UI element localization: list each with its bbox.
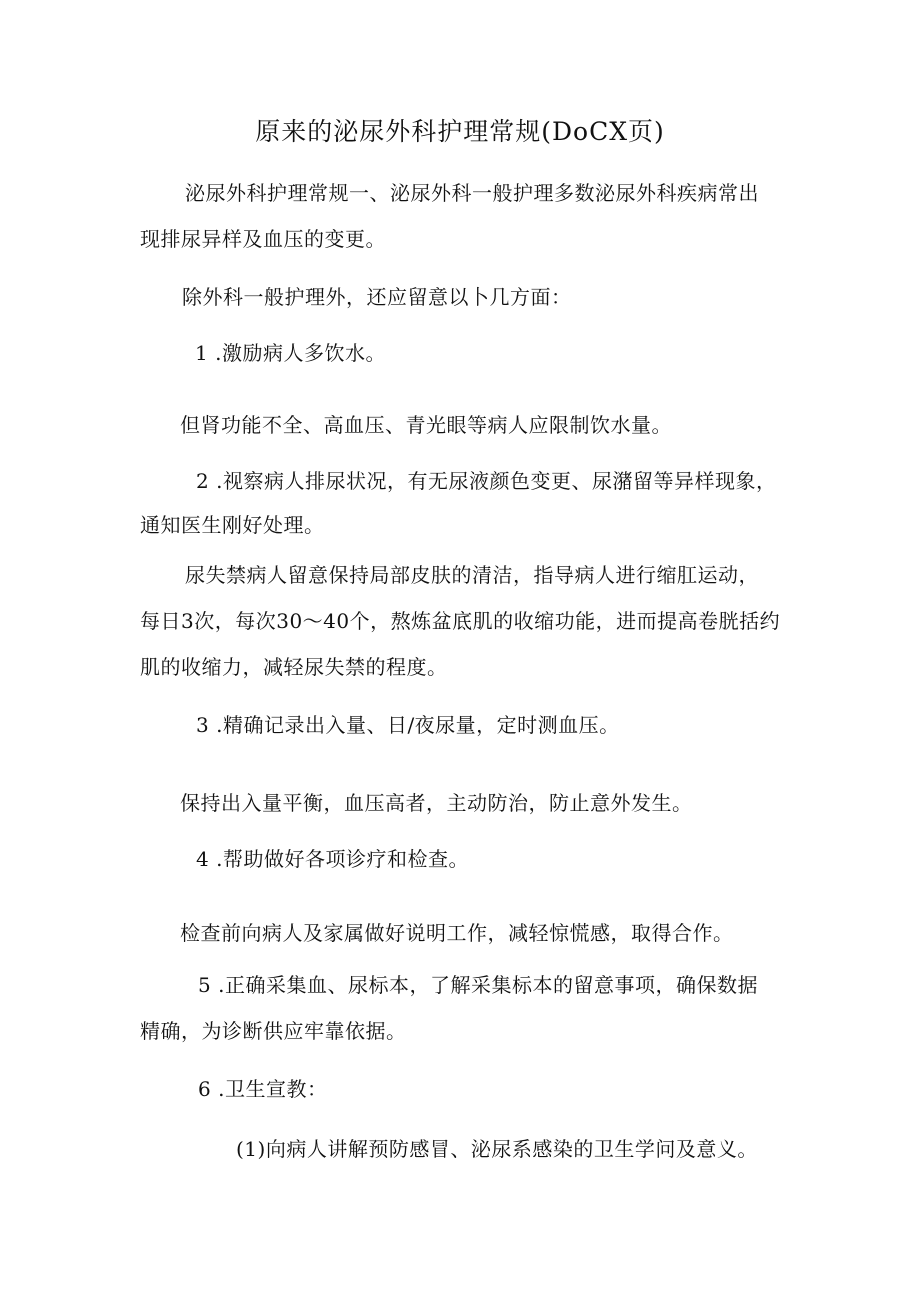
document-title: 原来的泌尿外科护理常规(DoCX页) [255,117,665,146]
incontinence-care-line2: 每日3次，每次30～40个，熬炼盆底肌的收缩功能，进而提高卷胱括约 [140,609,781,633]
list-item-4-note: 检查前向病人及家属做好说明工作，减轻惊慌感，取得合作。 [180,921,734,945]
list-item-6-sub-1: (1)向病人讲解预防感冒、泌尿系感染的卫生学问及意义。 [236,1137,758,1161]
paragraph-general-care: 除外科一般护理外，还应留意以卜几方面： [182,285,572,309]
paragraph-intro-line1: 泌尿外科护理常规一、泌尿外科一般护理多数泌尿外科疾病常出 [185,181,759,205]
incontinence-care-line3: 肌的收缩力，减轻尿失禁的程度。 [140,655,448,679]
list-item-6: 6 .卫生宣教： [198,1077,328,1101]
list-item-1-note: 但肾功能不全、高血压、青光眼等病人应限制饮水量。 [180,413,672,437]
list-item-2: 2 .视察病人排尿状况，有无尿液颜色变更、尿潴留等异样现象， [196,469,777,493]
incontinence-care-line1: 尿失禁病人留意保持局部皮肤的清洁，指导病人进行缩肛运动， [185,563,759,587]
list-item-3: 3 .精确记录出入量、日/夜尿量，定时测血压。 [196,713,620,737]
list-item-3-note: 保持出入量平衡，血压高者，主动防治，防止意外发生。 [180,791,693,815]
list-item-5-continuation: 精确，为诊断供应牢靠依据。 [140,1019,407,1043]
list-item-2-continuation: 通知医生刚好处理。 [140,513,325,537]
list-item-1: 1 .激励病人多饮水。 [195,341,386,365]
paragraph-intro-line2: 现排尿异样及血压的变更。 [140,227,386,251]
list-item-4: 4 .帮助做好各项诊疗和检查。 [196,847,469,871]
list-item-5: 5 .正确采集血、尿标本，了解采集标本的留意事项，确保数据 [198,973,758,997]
